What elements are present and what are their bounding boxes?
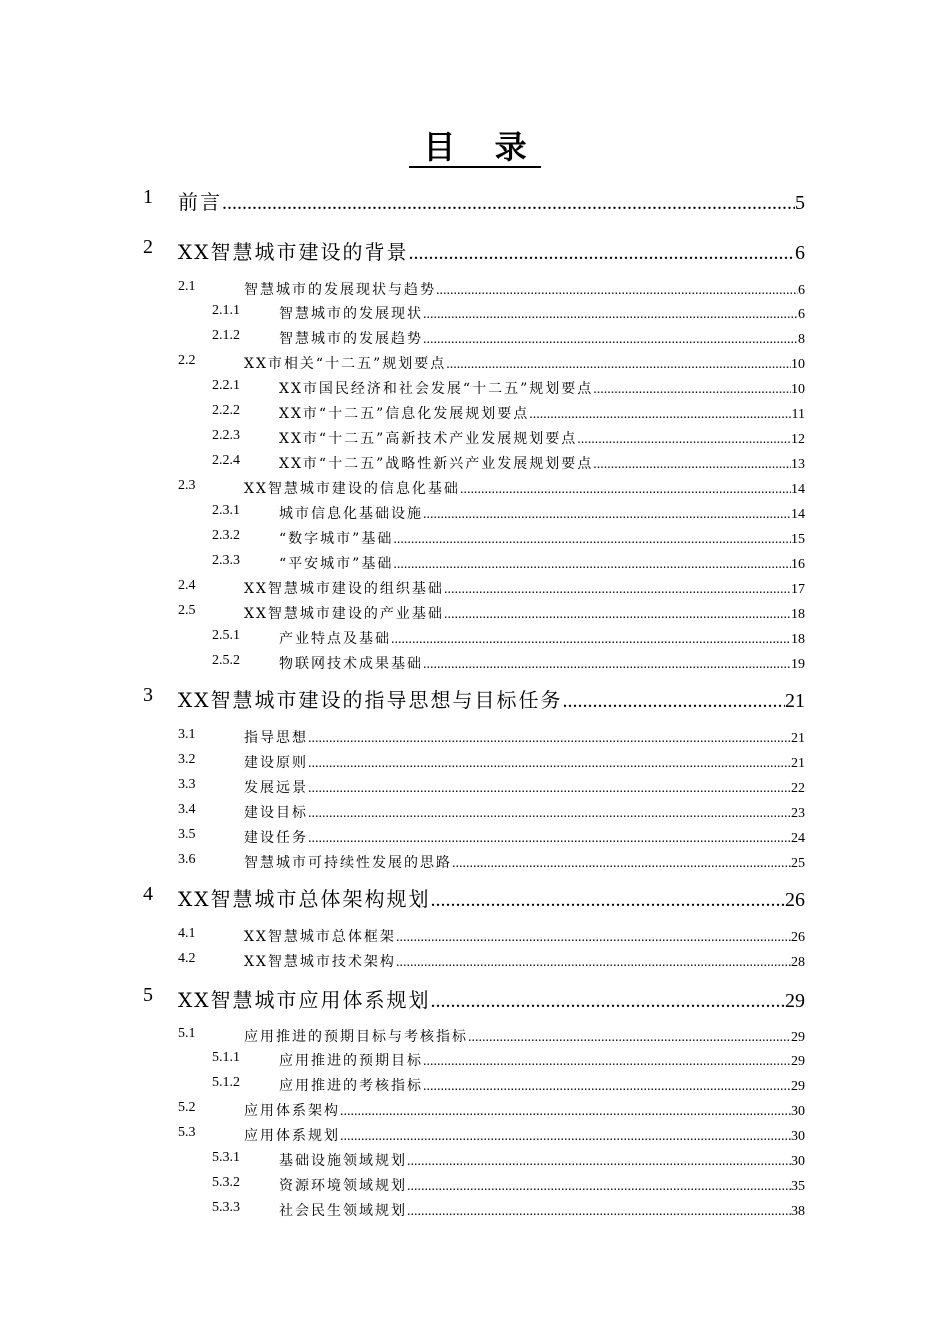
dot-leader (308, 731, 791, 747)
toc-entry-title: XX市“十二五”高新技术产业发展规划要点 (279, 431, 578, 447)
dot-leader (407, 1154, 791, 1170)
dot-leader (593, 457, 791, 473)
toc-entry-body (244, 353, 805, 373)
toc-entry-number: 5.3.3 (212, 1200, 240, 1215)
dot-leader (340, 1129, 791, 1145)
toc-entry-body (279, 303, 805, 323)
dot-leader (340, 1104, 791, 1120)
toc-entry-page-number: 29 (785, 990, 805, 1012)
dot-leader (562, 690, 785, 713)
toc-entry-title: 社会民生领域规划 (279, 1203, 407, 1219)
toc-entry[interactable] (0, 603, 950, 623)
toc-entry-page-number: 6 (798, 307, 805, 322)
toc-entry-number: 4.1 (178, 926, 196, 941)
dot-leader (423, 1079, 791, 1095)
toc-entry-page-number: 15 (791, 532, 805, 547)
toc-entry-body (244, 1026, 805, 1046)
toc-entry-page-number: 21 (791, 731, 805, 746)
toc-entry[interactable] (0, 478, 950, 498)
toc-entry[interactable] (0, 578, 950, 598)
toc-entry-title: 应用体系规划 (244, 1128, 340, 1144)
toc-entry[interactable] (0, 684, 950, 710)
toc-entry-body (279, 653, 805, 673)
toc-entry-title: 建设原则 (244, 755, 308, 771)
toc-entry-title: XX智慧城市总体架构规划 (178, 887, 431, 911)
toc-entry[interactable] (0, 1026, 950, 1046)
dot-leader (430, 889, 785, 912)
toc-entry[interactable] (0, 1200, 950, 1220)
toc-entry[interactable] (0, 883, 950, 909)
toc-entry-number: 2.1.1 (212, 303, 240, 318)
toc-entry-number: 2.5.1 (212, 628, 240, 643)
toc-entry-page-number: 19 (791, 657, 805, 672)
toc-entry-body (244, 1100, 805, 1120)
dot-leader (446, 357, 791, 373)
toc-entry-title: 应用推进的考核指标 (279, 1078, 423, 1094)
toc-entry[interactable] (0, 1150, 950, 1170)
toc-entry[interactable] (0, 653, 950, 673)
toc-entry-body (279, 553, 805, 573)
dot-leader (460, 482, 791, 498)
toc-entry-number: 2.5.2 (212, 653, 240, 668)
toc-entry-number: 2.2.1 (212, 378, 240, 393)
toc-entry-body (279, 428, 805, 448)
toc-entry-title: 应用推进的预期目标与考核指标 (244, 1029, 468, 1045)
toc-entry[interactable] (0, 303, 950, 323)
toc-entry-number: 3.3 (178, 777, 196, 792)
toc-entry[interactable] (0, 827, 950, 847)
dot-leader (423, 307, 798, 323)
toc-entry-number: 4 (143, 883, 153, 905)
toc-entry-number: 2.3 (178, 478, 196, 493)
toc-entry[interactable] (0, 186, 950, 212)
toc-entry-body (244, 827, 805, 847)
toc-entry[interactable] (0, 628, 950, 648)
toc-entry[interactable] (0, 453, 950, 473)
toc-entry-body (244, 478, 805, 498)
toc-entry-page-number: 11 (791, 407, 805, 422)
dot-leader (468, 1030, 791, 1046)
toc-entry-title: 发展远景 (244, 780, 308, 796)
toc-entry[interactable] (0, 984, 950, 1010)
toc-entry-number: 3 (143, 684, 153, 706)
toc-entry[interactable] (0, 353, 950, 373)
dot-leader (423, 507, 791, 523)
dot-leader (308, 781, 791, 797)
toc-entry-page-number: 30 (791, 1104, 805, 1119)
toc-entry-title: XX市“十二五”信息化发展规划要点 (279, 406, 530, 422)
dot-leader (423, 657, 791, 673)
toc-entry-page-number: 6 (795, 242, 805, 264)
toc-title (0, 128, 950, 168)
toc-entry-page-number: 35 (791, 1179, 805, 1194)
toc-entry-title: XX市国民经济和社会发展“十二五”规划要点 (279, 381, 594, 397)
dot-leader (222, 192, 795, 215)
toc-entry-page-number: 30 (791, 1154, 805, 1169)
toc-entry-body (279, 1150, 805, 1170)
toc-entry-page-number: 5 (795, 192, 805, 214)
toc-entry-title: XX智慧城市应用体系规划 (178, 988, 431, 1012)
toc-entry-page-number: 29 (791, 1079, 805, 1094)
toc-entry-number: 5.1 (178, 1026, 196, 1041)
toc-entry-title: 资源环境领域规划 (279, 1178, 407, 1194)
toc-entry[interactable] (0, 378, 950, 398)
toc-entry-title: 城市信息化基础设施 (279, 506, 423, 522)
dot-leader (529, 407, 791, 423)
toc-entry[interactable] (0, 1125, 950, 1145)
dot-leader (593, 382, 791, 398)
toc-entry-body (178, 684, 805, 713)
toc-entry[interactable] (0, 553, 950, 573)
toc-entry-title: XX智慧城市建设的指导思想与目标任务 (178, 688, 563, 712)
toc-entry-number: 2.5 (178, 603, 196, 618)
toc-entry-title: XX智慧城市建设的组织基础 (244, 581, 444, 597)
toc-entry-number: 3.6 (178, 852, 196, 867)
toc-entry-page-number: 26 (791, 930, 805, 945)
toc-entry-page-number: 18 (791, 607, 805, 622)
toc-entry-title: 基础设施领域规划 (279, 1153, 407, 1169)
toc-entry[interactable] (0, 428, 950, 448)
toc-entry-page-number: 17 (791, 582, 805, 597)
dot-leader (396, 955, 791, 971)
dot-leader (308, 806, 791, 822)
toc-entry-page-number: 21 (785, 690, 805, 712)
toc-entry-body (244, 752, 805, 772)
toc-entry[interactable] (0, 926, 950, 946)
toc-entry-title: XX市相关“十二五”规划要点 (244, 356, 447, 372)
toc-entry-page-number: 6 (798, 283, 805, 298)
toc-entry[interactable] (0, 328, 950, 348)
toc-entry-body (279, 1175, 805, 1195)
dot-leader (444, 607, 791, 623)
toc-entry-number: 3.1 (178, 727, 196, 742)
toc-entry-page-number: 14 (791, 482, 805, 497)
toc-entry-body (279, 628, 805, 648)
toc-entry[interactable] (0, 1050, 950, 1070)
dot-leader (452, 856, 791, 872)
dot-leader (577, 432, 791, 448)
toc-entry-body (244, 603, 805, 623)
toc-entry-body (244, 802, 805, 822)
toc-entry-title: 指导思想 (244, 730, 308, 746)
toc-entry-body (244, 578, 805, 598)
toc-entry-title: “数字城市”基础 (279, 531, 394, 547)
toc-entry-number: 2.2.4 (212, 453, 240, 468)
toc-entry[interactable] (0, 802, 950, 822)
toc-entry-number: 2.3.1 (212, 503, 240, 518)
toc-entry[interactable] (0, 852, 950, 872)
toc-entry-title: “平安城市”基础 (279, 556, 394, 572)
toc-entry-title: 建设任务 (244, 830, 308, 846)
toc-entry-body (178, 984, 805, 1013)
toc-entry-page-number: 26 (785, 889, 805, 911)
dot-leader (407, 1179, 791, 1195)
toc-entry-body (244, 1125, 805, 1145)
toc-entry-page-number: 12 (791, 432, 805, 447)
toc-entry-page-number: 21 (791, 756, 805, 771)
toc-entry-body (178, 186, 805, 215)
toc-entry-body (244, 926, 805, 946)
toc-entry-page-number: 28 (791, 955, 805, 970)
toc-entry-number: 2.3.2 (212, 528, 240, 543)
toc-entry-title: 物联网技术成果基础 (279, 656, 423, 672)
toc-entry-body (244, 727, 805, 747)
toc-entry-title: XX智慧城市总体框架 (244, 929, 396, 945)
dot-leader (436, 283, 798, 299)
dot-leader (393, 532, 791, 548)
toc-entry-page-number: 18 (791, 632, 805, 647)
toc-entry-title: 智慧城市的发展现状 (279, 306, 423, 322)
toc-entry-page-number: 22 (791, 781, 805, 796)
toc-entry-number: 4.2 (178, 951, 196, 966)
dot-leader (430, 990, 785, 1013)
toc-entry-number: 3.2 (178, 752, 196, 767)
toc-entry-page-number: 10 (791, 357, 805, 372)
toc-entry-page-number: 25 (791, 856, 805, 871)
toc-entry[interactable] (0, 727, 950, 747)
toc-entry-body (244, 852, 805, 872)
toc-entry[interactable] (0, 1175, 950, 1195)
toc-entry-title: 产业特点及基础 (279, 631, 391, 647)
dot-leader (444, 582, 791, 598)
dot-leader (308, 756, 791, 772)
toc-entry[interactable] (0, 777, 950, 797)
toc-entry-number: 1 (143, 186, 153, 208)
toc-entry-page-number: 24 (791, 831, 805, 846)
toc-entry-title: 智慧城市的发展趋势 (279, 331, 423, 347)
toc-entry-page-number: 23 (791, 806, 805, 821)
dot-leader (396, 930, 791, 946)
toc-entry-number: 2 (143, 236, 153, 258)
dot-leader (393, 557, 791, 573)
toc-entry-number: 2.4 (178, 578, 196, 593)
toc-entry-page-number: 30 (791, 1129, 805, 1144)
toc-entry[interactable] (0, 279, 950, 299)
dot-leader (423, 1054, 791, 1070)
toc-entry-number: 5.1.2 (212, 1075, 240, 1090)
toc-entry-title: 应用推进的预期目标 (279, 1053, 423, 1069)
toc-entry-number: 2.2.2 (212, 403, 240, 418)
toc-entry-number: 3.4 (178, 802, 196, 817)
dot-leader (408, 242, 795, 265)
toc-entry-body (244, 951, 805, 971)
toc-entry-body (279, 1075, 805, 1095)
toc-entry-page-number: 38 (791, 1204, 805, 1219)
toc-entry-body (279, 1200, 805, 1220)
toc-entry-title: XX智慧城市技术架构 (244, 954, 396, 970)
toc-entry-body (279, 403, 805, 423)
toc-entry-body (279, 453, 805, 473)
toc-entry-title: 智慧城市可持续性发展的思路 (244, 855, 452, 871)
toc-entry-number: 2.1 (178, 279, 196, 294)
dot-leader (407, 1204, 791, 1220)
toc-entry-number: 5.3 (178, 1125, 196, 1140)
toc-entry-page-number: 29 (791, 1030, 805, 1045)
toc-entry-title: 前言 (178, 190, 222, 214)
toc-entry-title: 建设目标 (244, 805, 308, 821)
toc-entry-number: 3.5 (178, 827, 196, 842)
dot-leader (391, 632, 791, 648)
dot-leader (423, 332, 798, 348)
toc-entry-title: XX智慧城市建设的背景 (178, 240, 409, 264)
toc-entry-body (279, 1050, 805, 1070)
toc-entry-page-number: 16 (791, 557, 805, 572)
toc-title-text: 目 录 (409, 128, 540, 168)
toc-entry[interactable] (0, 403, 950, 423)
toc-entry-number: 2.3.3 (212, 553, 240, 568)
toc-entry-title: XX市“十二五”战略性新兴产业发展规划要点 (279, 456, 594, 472)
toc-entry-page-number: 29 (791, 1054, 805, 1069)
toc-entry-title: 应用体系架构 (244, 1103, 340, 1119)
toc-entry-number: 2.2.3 (212, 428, 240, 443)
toc-entry[interactable] (0, 951, 950, 971)
toc-entry[interactable] (0, 1075, 950, 1095)
toc-entry-body (279, 378, 805, 398)
toc-entry-page-number: 10 (791, 382, 805, 397)
toc-entry[interactable] (0, 752, 950, 772)
toc-entry-number: 5.3.1 (212, 1150, 240, 1165)
toc-entry-title: 智慧城市的发展现状与趋势 (244, 282, 436, 298)
toc-entry-body (178, 236, 805, 265)
toc-entry-page-number: 13 (791, 457, 805, 472)
toc-entry-body (279, 528, 805, 548)
toc-entry-page-number: 8 (798, 332, 805, 347)
toc-entry-number: 5.3.2 (212, 1175, 240, 1190)
toc-entry-number: 2.2 (178, 353, 196, 368)
dot-leader (308, 831, 791, 847)
toc-entry-body (279, 328, 805, 348)
toc-entry-body (178, 883, 805, 912)
toc-entry-body (244, 777, 805, 797)
toc-entry[interactable] (0, 503, 950, 523)
toc-entry-body (279, 503, 805, 523)
toc-entry-number: 5.2 (178, 1100, 196, 1115)
toc-entry[interactable] (0, 236, 950, 262)
toc-entry-number: 5.1.1 (212, 1050, 240, 1065)
toc-entry[interactable] (0, 528, 950, 548)
toc-entry[interactable] (0, 1100, 950, 1120)
toc-entry-page-number: 14 (791, 507, 805, 522)
toc-entry-title: XX智慧城市建设的产业基础 (244, 606, 444, 622)
toc-entry-body (244, 279, 805, 299)
toc-entry-title: XX智慧城市建设的信息化基础 (244, 481, 460, 497)
toc-entry-number: 2.1.2 (212, 328, 240, 343)
toc-entry-number: 5 (143, 984, 153, 1006)
